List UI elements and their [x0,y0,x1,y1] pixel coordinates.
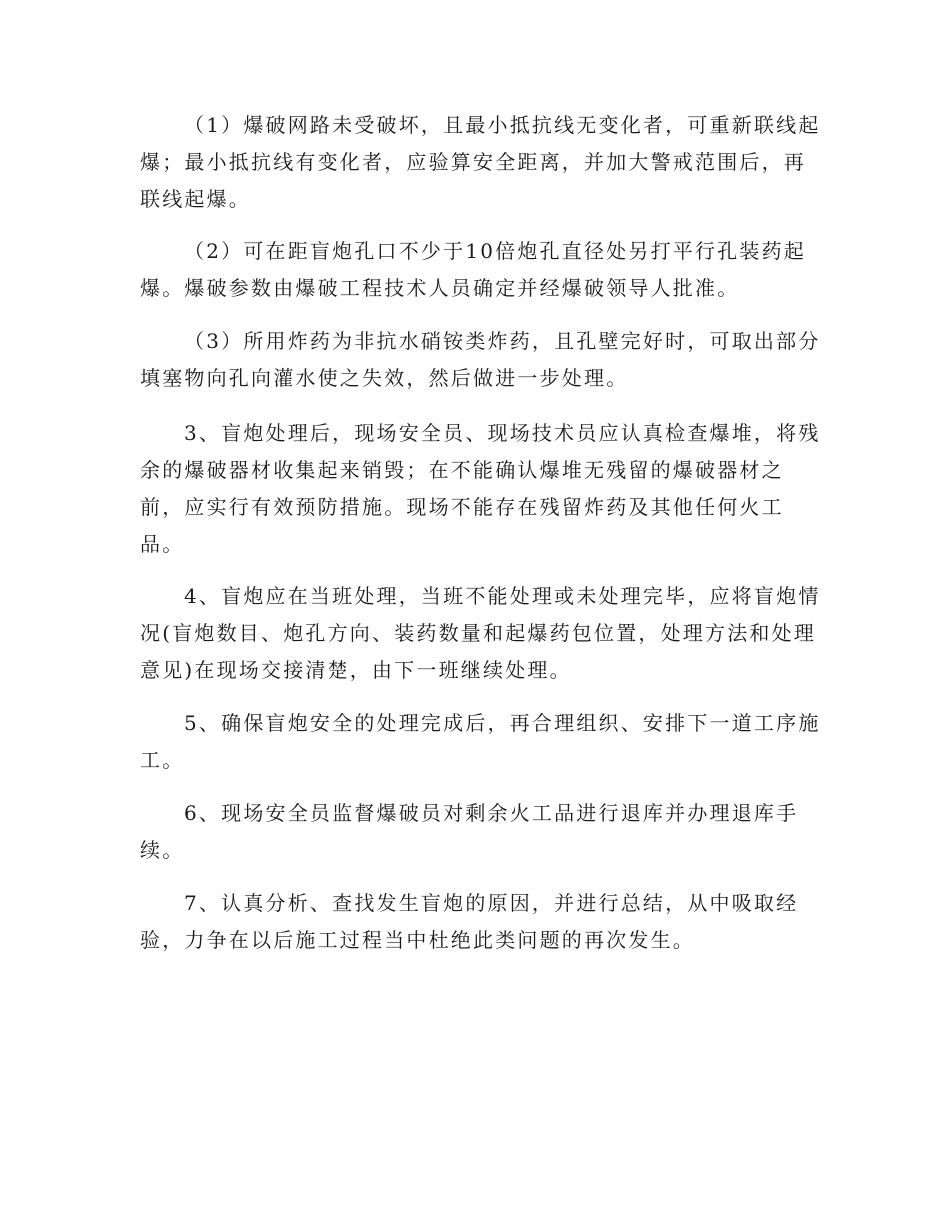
paragraph-line: 品。 [140,532,185,556]
paragraph-line: （2）可在距盲炮孔口不少于10倍炮孔直径处另打平行孔装药起 [184,239,806,263]
paragraph-line: 验，力争在以后施工过程当中杜绝此类问题的再次发生。 [140,928,695,952]
paragraph-3 [140,323,821,397]
paragraph-line: 联线起爆。 [140,187,251,211]
paragraph-5 [140,578,821,689]
paragraph-line: 5、确保盲炮安全的处理完成后，再合理组织、安排下一道工序施 [184,711,821,735]
paragraph-line: 爆；最小抵抗线有变化者，应验算安全距离，并加大警戒范围后，再 [140,150,806,174]
paragraph-8 [140,885,810,959]
paragraph-1 [140,107,821,218]
paragraph-line: 填塞物向孔向灌水使之失效，然后做进一步处理。 [140,366,629,390]
paragraph-line: 6、现场安全员监督爆破员对剩余火工品进行退库并办理退库手 [184,801,799,825]
paragraph-line: 前，应实行有效预防措施。现场不能存在残留炸药及其他任何火工 [140,495,784,519]
paragraph-line: 7、认真分析、查找发生盲炮的原因，并进行总结，从中吸取经 [184,891,799,915]
paragraph-2 [140,233,810,307]
paragraph-4 [140,415,821,563]
paragraph-line: 爆。爆破参数由爆破工程技术人员确定并经爆破领导人批准。 [140,276,740,300]
paragraph-line: 3、盲炮处理后，现场安全员、现场技术员应认真检查爆堆，将残 [184,421,821,445]
paragraph-line: （3）所用炸药为非抗水硝铵类炸药，且孔壁完好时，可取出部分 [184,329,821,353]
paragraph-line: 意见)在现场交接清楚，由下一班继续处理。 [140,658,572,682]
paragraph-line: 余的爆破器材收集起来销毁；在不能确认爆堆无残留的爆破器材之 [140,458,784,482]
paragraph-line: （1）爆破网路未受破坏，且最小抵抗线无变化者，可重新联线起 [184,113,821,137]
paragraph-line: 4、盲炮应在当班处理，当班不能处理或未处理完毕，应将盲炮情 [184,584,821,608]
paragraph-7 [140,795,810,869]
paragraph-line: 工。 [140,748,185,772]
paragraph-6 [140,705,821,779]
paragraph-line: 续。 [140,838,185,862]
paragraph-line: 况(盲炮数目、炮孔方向、装药数量和起爆药包位置，处理方法和处理 [140,621,817,645]
